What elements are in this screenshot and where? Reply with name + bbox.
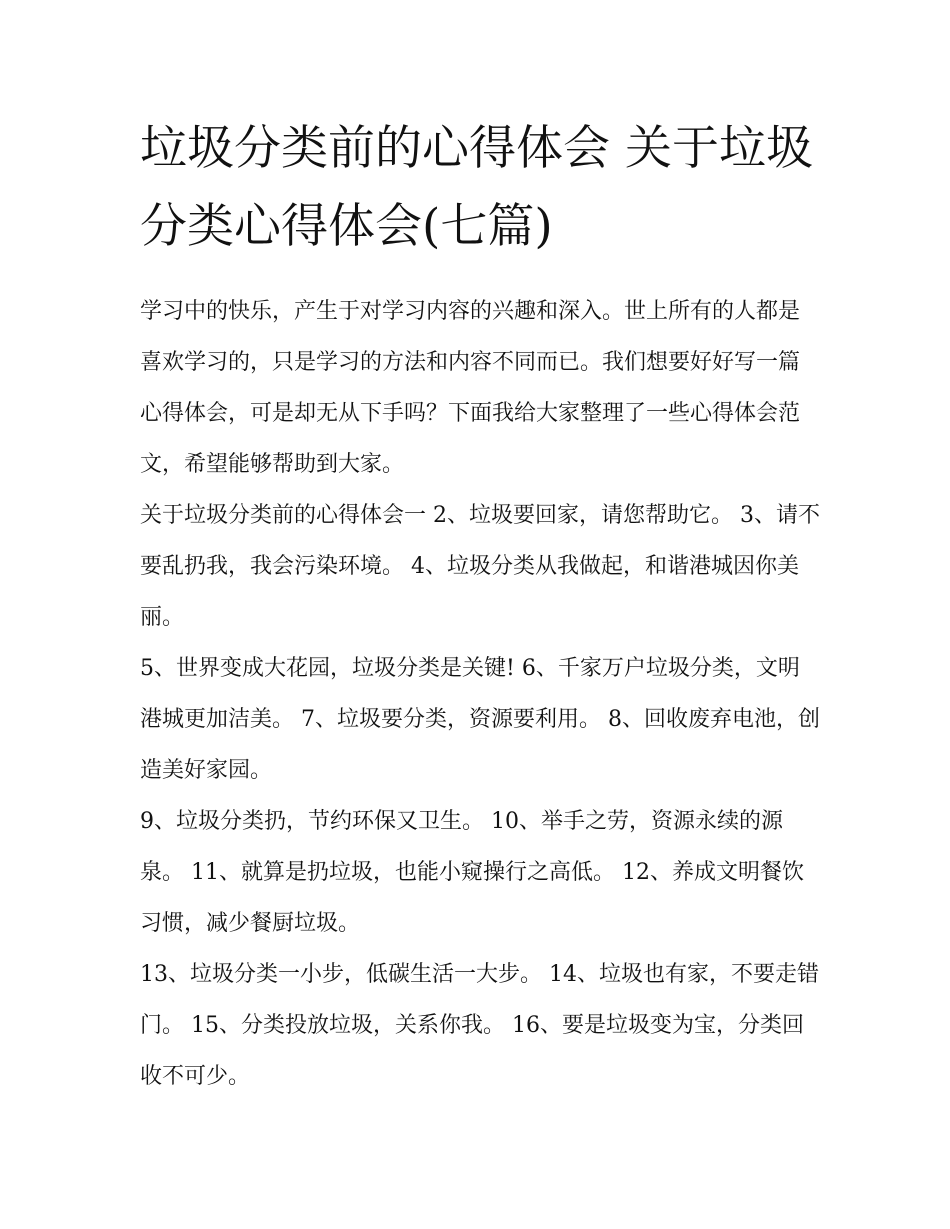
body-paragraph-1: 关于垃圾分类前的心得体会一 2、垃圾要回家，请您帮助它。 3、请不要乱扔我，我会污染环境。 4、垃圾分类从我做起，和谐港城因你美丽。 (140, 503, 820, 630)
document-title: 垃圾分类前的心得体会 关于垃圾分类心得体会(七篇) (140, 121, 813, 254)
body-paragraph-4: 13、垃圾分类一小步，低碳生活一大步。 14、垃圾也有家，不要走错门。 15、分类投放垃圾，关系你我。 16、要是垃圾变为宝，分类回收不可少。 (140, 962, 819, 1089)
body-paragraph-3: 9、垃圾分类扔，节约环保又卫生。 10、举手之劳，资源永续的源泉。 11、就算是扔垃圾，也能小窥操行之高低。 12、养成文明餐饮习惯，减少餐厨垃圾。 (140, 809, 804, 936)
intro-paragraph: 学习中的快乐，产生于对学习内容的兴趣和深入。世上所有的人都是喜欢学习的，只是学习的方法和内容不同而已。我们想要好好写一篇心得体会，可是却无从下手吗？下面我给大家整理了一些心得体会范文，希望能够帮助到大家。 (140, 299, 801, 477)
document-page (140, 110, 820, 1102)
body-paragraph-2: 5、世界变成大花园，垃圾分类是关键! 6、千家万户垃圾分类，文明港城更加洁美。 7、垃圾要分类，资源要利用。 8、回收废弃电池，创造美好家园。 (140, 656, 820, 783)
